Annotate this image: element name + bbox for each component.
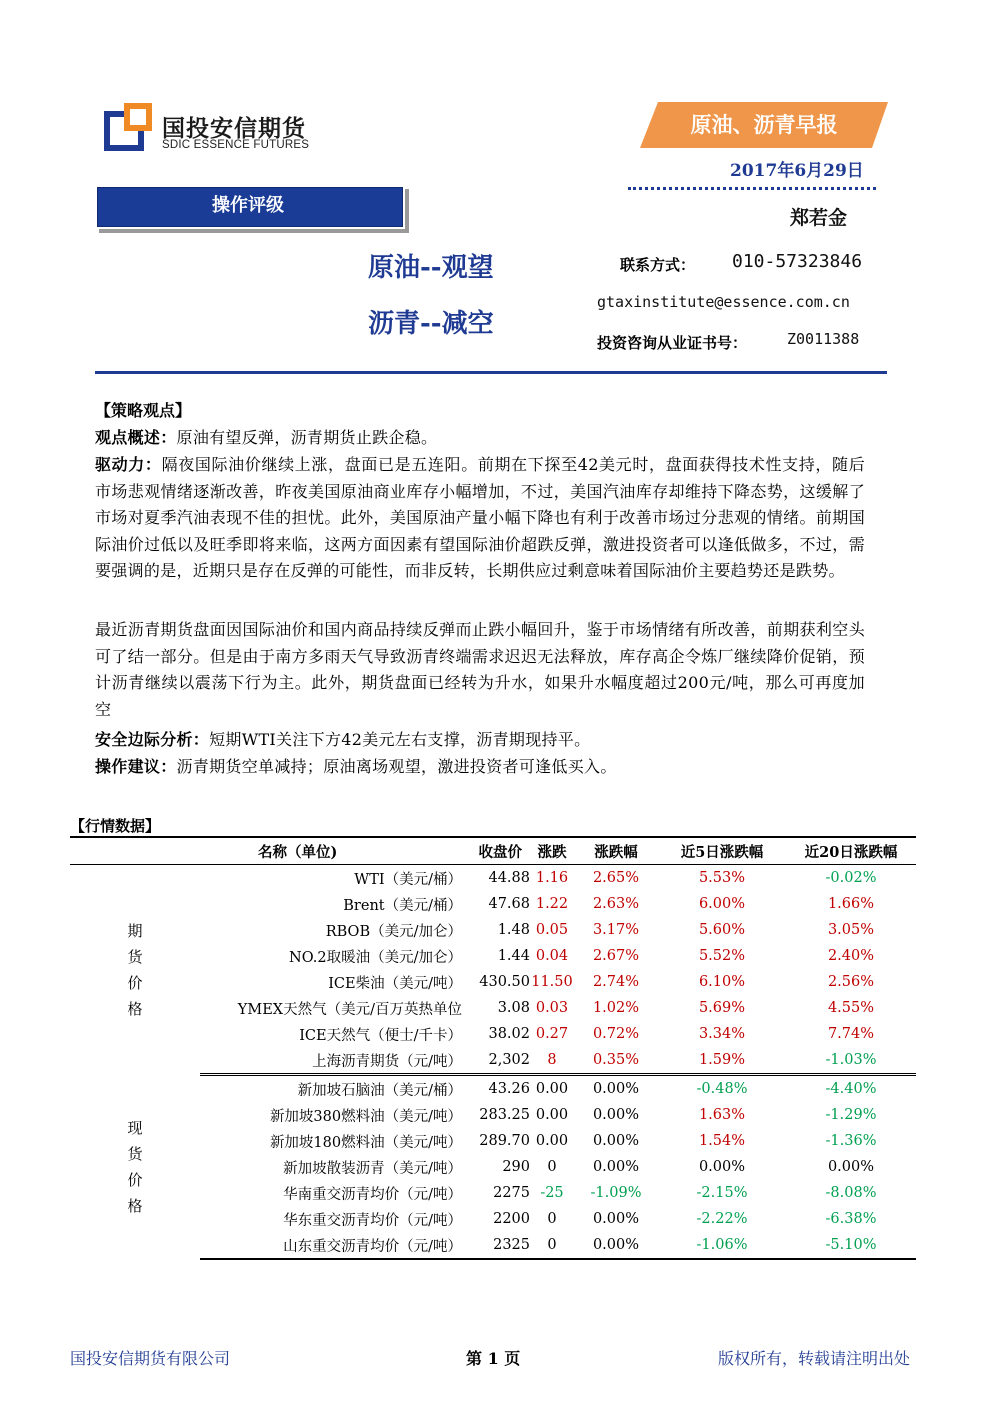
cell-close: 2200 [493, 1211, 530, 1227]
cell-close: 1.48 [497, 922, 530, 938]
cell-pct: 0.00% [592, 1081, 640, 1097]
cell-r5: 6.00% [698, 896, 746, 912]
safety-label: 安全边际分析： [95, 730, 210, 749]
report-title: 原油、沥青早报 [690, 112, 838, 137]
summary-label: 观点概述： [95, 428, 177, 447]
cell-r20: 1.66% [827, 896, 875, 912]
header-change: 涨跌 [530, 837, 574, 865]
cell-pct: 0.00% [592, 1159, 640, 1175]
rating-header-label: 操作评级 [212, 195, 284, 216]
table-row [70, 1075, 916, 1103]
cell-r5: 5.60% [698, 922, 746, 938]
cell-pct: 2.63% [592, 896, 640, 912]
category-char: 货 [127, 1144, 143, 1163]
market-data-table [70, 836, 916, 1260]
cell-r5: 5.53% [698, 870, 746, 886]
cell-r20: -1.03% [786, 1047, 916, 1075]
header-change-pct: 涨跌幅 [574, 837, 658, 865]
asphalt-rating: 沥青--减空 [368, 309, 494, 339]
driver-text-1: 隔夜国际油价继续上涨，盘面已是五连阳。前期在下探至42美元时，盘面获得技术性支持，随后市场悲观情绪逐渐改善，昨夜美国原油商业库存小幅增加，不过，美国汽油库存却维持下降态势，这缓解了市场对夏季汽油表现不佳的担忧。此外，美国原油产量小幅下降也有利于改善市场过分悲观的情绪。前期国际油价过低以及旺季即将来临，这两方面因素有望国际油价超跌反弹，激进投资者可以逢低做多，不过，需要强调的是，近期只是存在反弹的可能性，而非反转，长期供应过剩意味着国际油价主要趋势还是跌势。 [95, 455, 866, 580]
cell-pct: 2.65% [592, 870, 640, 886]
cell-r5: 3.34% [698, 1026, 746, 1042]
crude-rating: 原油--观望 [368, 253, 494, 283]
safety-paragraph [95, 727, 590, 750]
cell-r5: 0.00% [698, 1159, 746, 1175]
cell-name: YMEX天然气（美元/百万英热单位 [237, 1001, 462, 1018]
header-divider [628, 187, 876, 190]
cell-r5: 6.10% [698, 974, 746, 990]
cell-chg: 0.27 [535, 1026, 569, 1042]
cell-r20: 4.55% [827, 1000, 875, 1016]
cell-pct: -1.09% [590, 1185, 642, 1201]
cell-r20: -0.02% [825, 870, 877, 886]
cell-pct: 1.02% [592, 1000, 640, 1016]
advice-label: 操作建议： [95, 757, 177, 776]
cell-close: 1.44 [497, 948, 530, 964]
cell-r20: -5.10% [786, 1232, 916, 1259]
cell-r5: 1.63% [698, 1107, 746, 1123]
futures-table-body [70, 865, 916, 1075]
cell-chg: 0 [547, 1211, 557, 1227]
cell-name: 新加坡180燃料油（美元/吨） [269, 1134, 462, 1151]
cert-number: Z0011388 [787, 330, 860, 348]
driver-paragraph-1 [95, 452, 865, 585]
cell-name: 新加坡石脑油（美元/桶） [297, 1082, 462, 1099]
cell-name: 华东重交沥青均价（元/吨） [283, 1212, 462, 1229]
phone-label: 联系方式： [620, 256, 696, 274]
cell-name: NO.2取暖油（美元/加仑） [289, 949, 462, 966]
category-char: 价 [127, 973, 143, 992]
cell-close: 290 [502, 1159, 530, 1175]
email-link[interactable]: gtaxinstitute@essence.com.cn [597, 293, 850, 311]
header-5d: 近5日涨跌幅 [658, 837, 786, 865]
cell-chg: 0.00 [535, 1107, 569, 1123]
cell-pct: 2.67% [592, 948, 640, 964]
category-char: 格 [127, 999, 143, 1018]
cell-name: 山东重交沥青均价（元/吨） [200, 1232, 462, 1259]
cell-name: 华南重交沥青均价（元/吨） [283, 1186, 462, 1203]
cell-r20: -8.08% [825, 1185, 877, 1201]
cell-pct: 0.35% [574, 1047, 658, 1075]
cell-chg: 0.03 [535, 1000, 569, 1016]
cell-chg: 0.00 [535, 1081, 569, 1097]
cell-r5: -2.22% [696, 1211, 748, 1227]
cell-r20: -1.36% [825, 1133, 877, 1149]
cell-name: 上海沥青期货（元/吨） [200, 1047, 462, 1075]
cell-close: 430.50 [479, 974, 530, 990]
report-date: 2017年6月29日 [730, 161, 864, 181]
cell-close: 2275 [493, 1185, 530, 1201]
cell-r20: 2.56% [827, 974, 875, 990]
cell-chg: 0.00 [535, 1133, 569, 1149]
cell-chg: 0 [530, 1232, 574, 1259]
cell-name: 新加坡380燃料油（美元/吨） [269, 1108, 462, 1125]
category-char: 现 [127, 1118, 143, 1137]
cell-chg: 1.16 [535, 870, 569, 886]
cell-r5: 5.69% [698, 1000, 746, 1016]
cell-close: 47.68 [488, 896, 530, 912]
cell-chg: 8 [530, 1047, 574, 1075]
spot-table-body [70, 1075, 916, 1260]
cell-name: WTI（美元/桶） [354, 871, 462, 888]
cell-r5: 1.59% [658, 1047, 786, 1075]
cell-close: 289.70 [479, 1133, 530, 1149]
cell-close: 38.02 [488, 1026, 530, 1042]
analyst-name: 郑若金 [790, 207, 848, 229]
cell-pct: 2.74% [592, 974, 640, 990]
logo-company-name-cn: 国投安信期货 [162, 116, 306, 142]
futures-category-label [70, 865, 200, 1075]
category-char: 期 [127, 921, 143, 940]
cell-close: 3.08 [497, 1000, 530, 1016]
cell-chg: 0.05 [535, 922, 569, 938]
cell-close: 2325 [462, 1232, 530, 1259]
market-data-table-wrap [70, 836, 916, 1260]
cell-r20: -4.40% [825, 1081, 877, 1097]
cell-r20: 3.05% [827, 922, 875, 938]
cell-r5: -1.06% [658, 1232, 786, 1259]
cell-close: 283.25 [479, 1107, 530, 1123]
cell-pct: 0.00% [592, 1107, 640, 1123]
category-char: 格 [127, 1196, 143, 1215]
table-header-row [70, 837, 916, 865]
cell-r20: 0.00% [827, 1159, 875, 1175]
strategy-heading: 【策略观点】 [95, 401, 192, 420]
header-blank [70, 837, 200, 865]
cell-r20: -1.29% [825, 1107, 877, 1123]
cell-r5: -2.15% [696, 1185, 748, 1201]
cell-close: 43.26 [488, 1081, 530, 1097]
cell-name: RBOB（美元/加仑） [325, 923, 462, 940]
cert-label: 投资咨询从业证书号： [597, 334, 748, 352]
summary-text: 原油有望反弹，沥青期货止跌企稳。 [176, 428, 438, 447]
cell-chg: 11.50 [531, 974, 573, 990]
cell-pct: 0.00% [592, 1133, 640, 1149]
cell-r5: 1.54% [698, 1133, 746, 1149]
cell-close: 2,302 [462, 1047, 530, 1075]
cell-pct: 3.17% [592, 922, 640, 938]
safety-text: 短期WTI关注下方42美元左右支撑，沥青期现持平。 [209, 730, 591, 749]
logo-company-name-en: SDIC ESSENCE FUTURES [162, 139, 310, 151]
header-name: 名称（单位) [200, 837, 462, 865]
company-logo-icon [104, 103, 152, 151]
cell-name: ICE柴油（美元/吨） [328, 975, 462, 992]
spot-category-label [70, 1075, 200, 1260]
section-divider [95, 371, 887, 374]
header-close: 收盘价 [462, 837, 530, 865]
cell-r20: 7.74% [827, 1026, 875, 1042]
cell-pct: 0.72% [592, 1026, 640, 1042]
cell-name: Brent（美元/桶） [343, 897, 462, 914]
cell-r5: -0.48% [696, 1081, 748, 1097]
header-20d: 近20日涨跌幅 [786, 837, 916, 865]
advice-text: 沥青期货空单减持；原油离场观望，激进投资者可逢低买入。 [176, 757, 617, 776]
footer-copyright: 版权所有，转载请注明出处 [718, 1349, 911, 1368]
cell-name: 新加坡散装沥青（美元/吨） [283, 1160, 462, 1177]
cell-chg: 0 [547, 1159, 557, 1175]
cell-pct: 0.00% [592, 1211, 640, 1227]
cell-r5: 5.52% [698, 948, 746, 964]
driver-paragraph-2: 最近沥青期货盘面因国际油价和国内商品持续反弹而止跌小幅回升，鉴于市场情绪有所改善，前期获利空头可了结一部分。但是由于南方多雨天气导致沥青终端需求迟迟无法释放，库存高企令炼厂继续降价促销，预计沥青继续以震荡下行为主。此外，期货盘面已经转为升水，如果升水幅度超过200元/吨，那么可再度加空 [95, 620, 865, 719]
cell-close: 44.88 [488, 870, 530, 886]
summary-paragraph [95, 425, 437, 448]
market-data-heading: 【行情数据】 [70, 817, 161, 835]
cell-r20: 2.40% [827, 948, 875, 964]
cell-chg: -25 [540, 1185, 564, 1201]
cell-pct: 0.00% [574, 1232, 658, 1259]
advice-paragraph [95, 754, 617, 777]
category-char: 货 [127, 947, 143, 966]
driver-label: 驱动力： [95, 455, 162, 474]
footer-page-number: 第 1 页 [466, 1349, 521, 1368]
cell-chg: 1.22 [535, 896, 569, 912]
cell-r20: -6.38% [825, 1211, 877, 1227]
footer-company: 国投安信期货有限公司 [70, 1349, 231, 1368]
category-char: 价 [127, 1170, 143, 1189]
cell-name: ICE天然气（便士/千卡） [299, 1027, 462, 1044]
phone-value: 010-57323846 [732, 251, 863, 272]
cell-chg: 0.04 [535, 948, 569, 964]
table-row [70, 865, 916, 892]
